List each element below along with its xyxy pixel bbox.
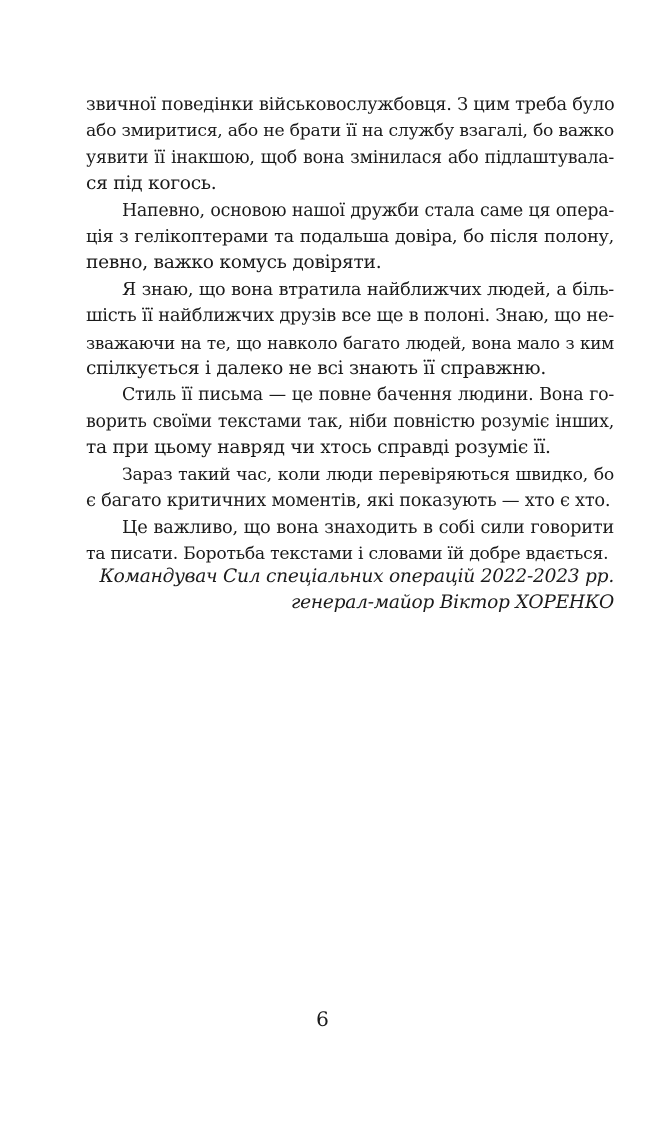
text-line: уявити її інакшою, щоб вона змінилася або підлаштувала- [86,147,614,168]
text-line: Зараз такий час, коли люди перевіряються швидко, бо [122,464,614,485]
text-line: ворить своїми текстами так, ніби повністю розуміє інших, [86,411,614,432]
text-line: Стиль її письма — це повне бачення людини. Вона го- [122,385,614,406]
paragraph [86,462,614,515]
paragraph [86,198,614,277]
text-line: Я знаю, що вона втратила найближчих людей, а біль- [122,279,614,300]
text-line: зважаючи на те, що навколо багато людей, вона мало з ким [86,332,614,353]
text-line: ся під когось. [86,173,217,195]
text-line: та писати. Боротьба текстами і словами їй добре вдається. [86,543,609,564]
text-line: певно, важко комусь довіряти. [86,252,382,274]
signature-name: генерал-майор Віктор ХОРЕНКО [290,592,614,614]
text-line: шість її найближчих друзів все ще в полоні. Знаю, що не- [86,305,614,327]
text-line: та при цьому навряд чи хтось справді розуміє її. [86,437,551,459]
text-line: Напевно, основою нашої дружби стала саме ця опера- [122,200,614,221]
signature-title: Командувач Сил спеціальних операцій 2022-2023 рр. [99,566,614,587]
paragraph [86,277,614,383]
text-line: є багато критичних моментів, які показують — хто є хто. [86,490,611,512]
text-line: спілкується і далеко не всі знають її справжню. [86,358,547,380]
text-line: або змиритися, або не брати її на службу взагалі, бо важко [86,121,614,142]
text-line: звичної поведінки військовослужбовця. З цим треба було [86,94,615,115]
text-line: Це важливо, що вона знаходить в собі сили говорити [122,516,614,538]
paragraph [86,515,614,568]
signature-block [100,564,615,617]
paragraph [86,382,614,461]
paragraph [86,92,614,198]
text-line: ція з гелікоптерами та подальша довіра, бо після полону, [86,227,614,248]
page-number: 6 [316,1007,329,1031]
body-text [86,92,614,567]
